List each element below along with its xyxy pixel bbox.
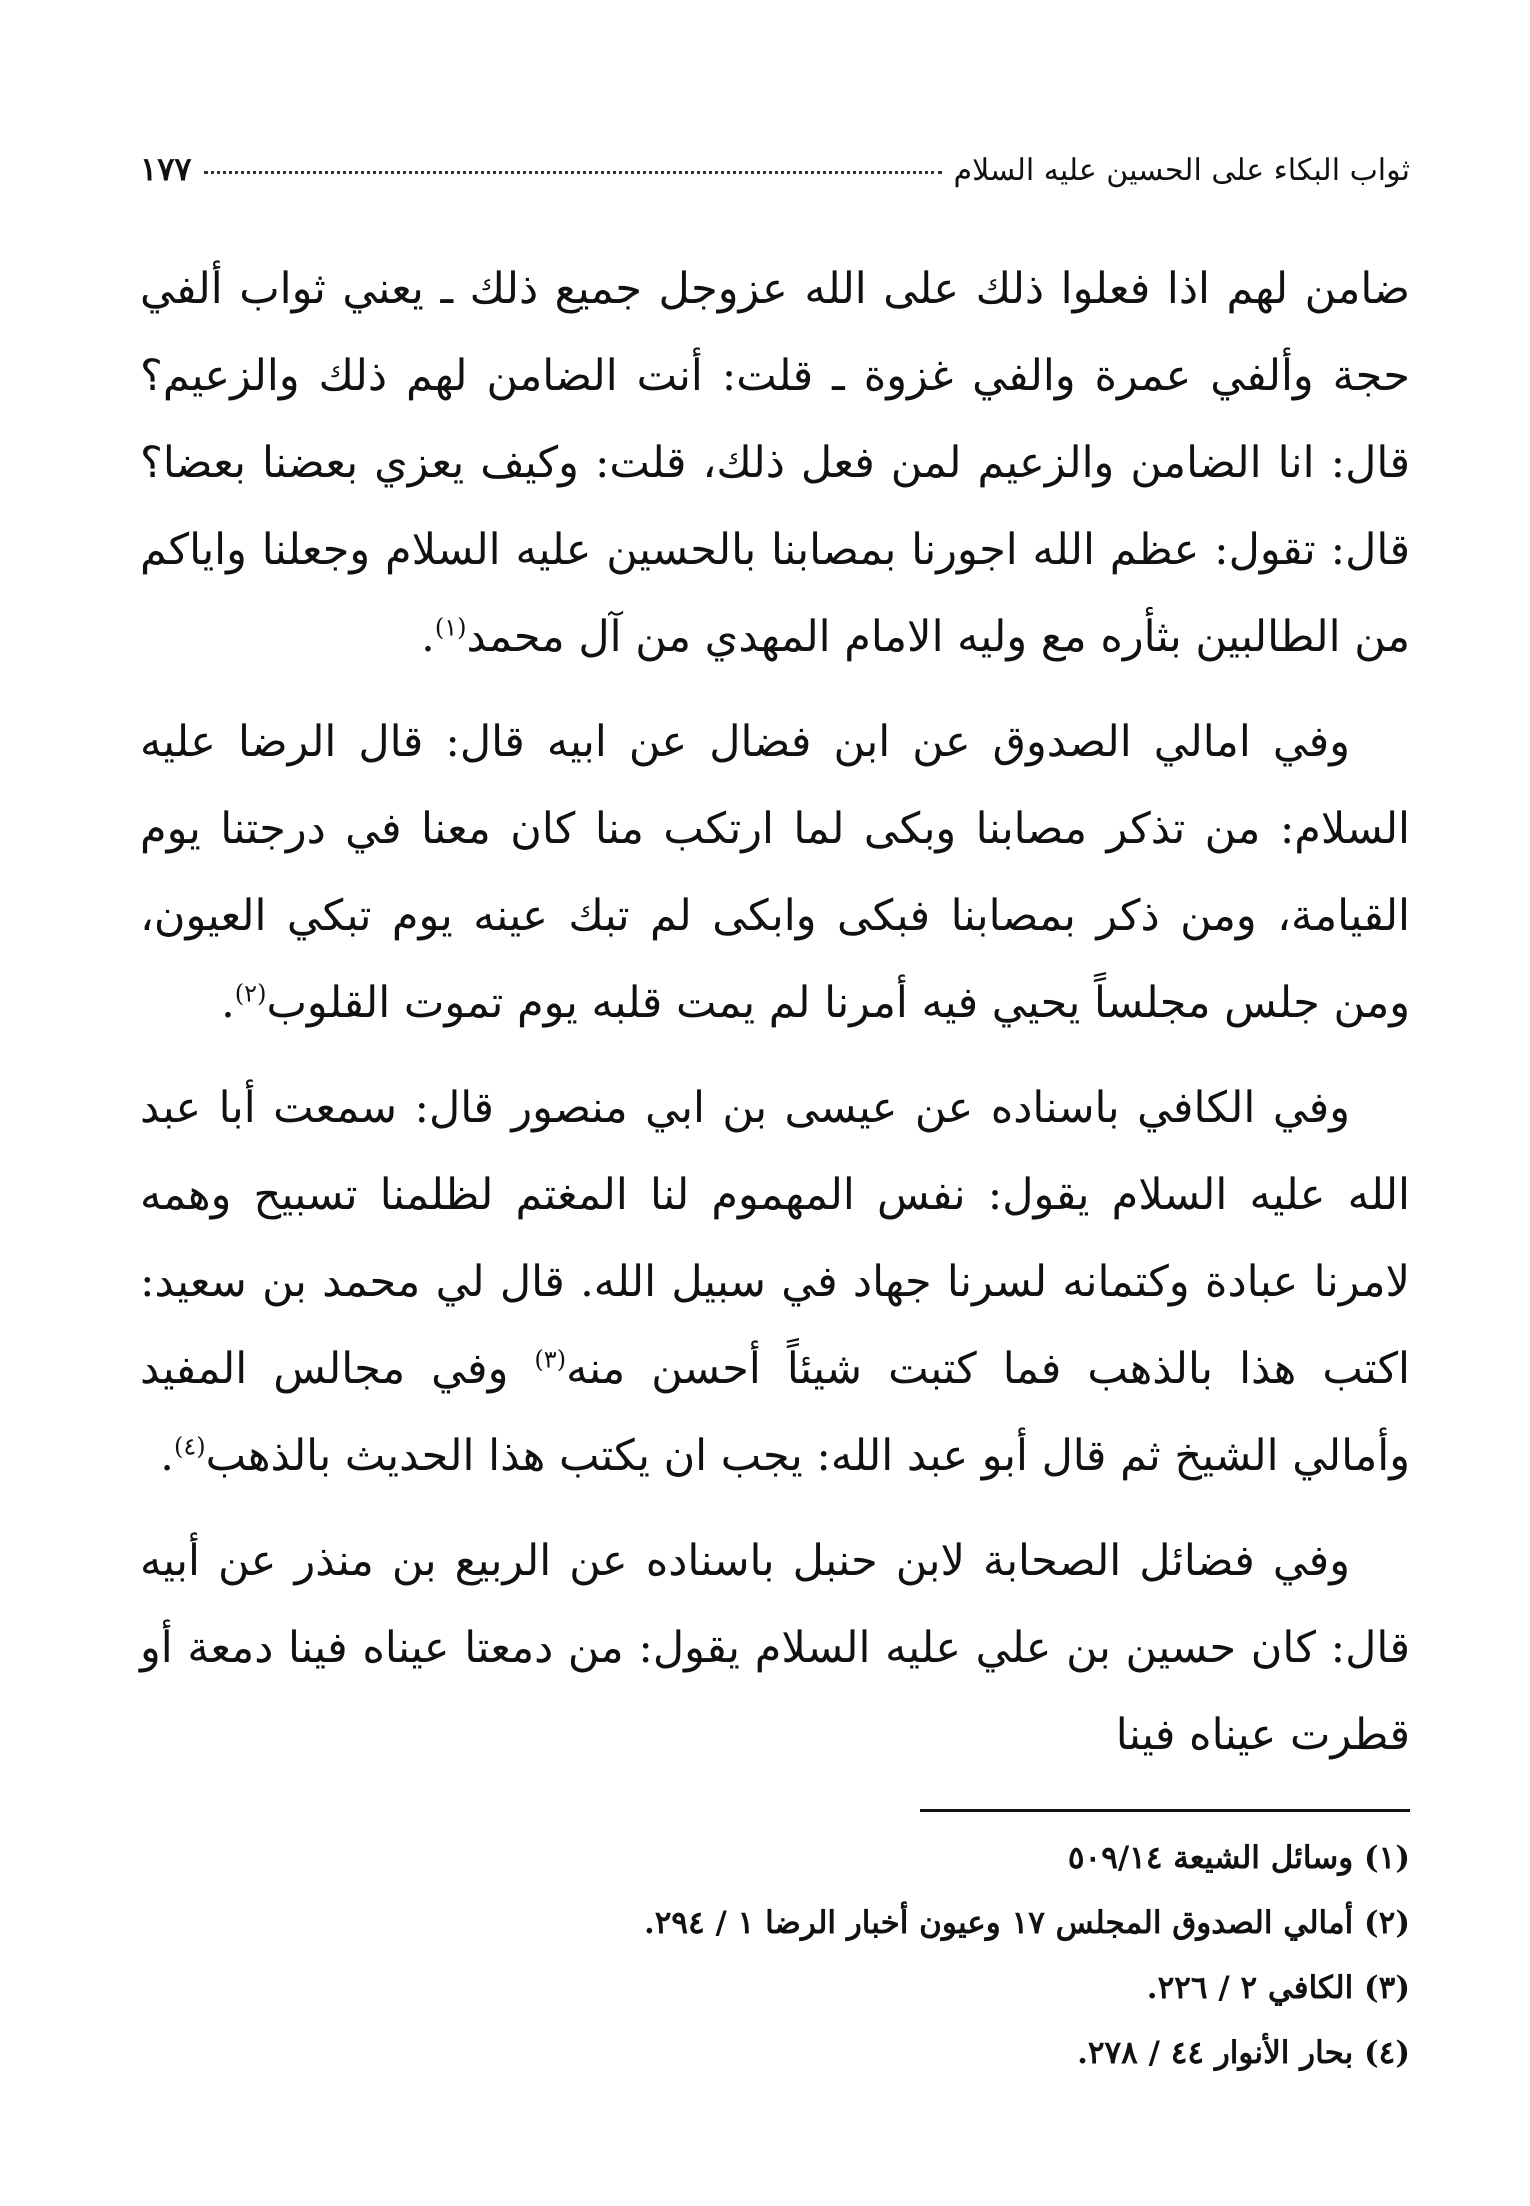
footnote-4: (٤) بحار الأنوار ٤٤ / ٢٧٨. — [1077, 2035, 1410, 2071]
footnote-separator — [920, 1809, 1410, 1812]
paragraph-end: . — [221, 978, 235, 1028]
running-header — [140, 150, 1410, 210]
footnote-marker: (١) — [434, 613, 467, 642]
footnote-1: (١) وسائل الشيعة ٥٠٩/١٤ — [1067, 1840, 1410, 1876]
paragraph-end: . — [160, 1431, 174, 1481]
dot-leader — [204, 171, 942, 174]
footnote-marker: (٤) — [173, 1432, 206, 1461]
paragraph-text: ضامن لهم اذا فعلوا ذلك على الله عزوجل جميع ذلك ـ يعني ثواب ألفي حجة وألفي عمرة والفي غزوة ـ قلت: أنت الضامن لهم ذلك والزعيم؟ قال: انا الضامن والزعيم لمن فعل ذلك، قلت: وكيف يعزي بعضنا بعضا؟ قال: تقول: عظم الله اجورنا بمصابنا بالحسين عليه السلام وجعلنا واياكم من الطالبين بثأره مع وليه الامام المهدي من آل محمد — [140, 264, 1410, 662]
footnote-marker: (٢) — [234, 979, 267, 1008]
paragraph-text: وفي فضائل الصحابة لابن حنبل باسناده عن الربيع بن منذر عن أبيه قال: كان حسين بن علي عليه السلام يقول: من دمعتا عيناه فينا دمعة أو قطرت عيناه فينا — [140, 1536, 1410, 1760]
paragraph-3 — [140, 1065, 1410, 1500]
paragraph-1 — [140, 246, 1410, 681]
paragraph-text-continued: وفي مجالس المفيد وأمالي الشيخ ثم قال أبو عبد الله: يجب ان يكتب هذا الحديث بالذهب — [140, 1344, 1410, 1481]
paragraph-text: وفي الكافي باسناده عن عيسى بن ابي منصور قال: سمعت أبا عبد الله عليه السلام يقول: نفس المهموم لنا المغتم لظلمنا تسبيح وهمه لامرنا عبادة وكتمانه لسرنا جهاد في سبيل الله. قال لي محمد بن سعيد: اكتب هذا بالذهب فما كتبت شيئاً أحسن منه — [140, 1083, 1410, 1394]
paragraph-end: . — [421, 612, 435, 662]
page-number: ١٧٧ — [140, 150, 192, 188]
book-page — [140, 150, 1410, 2140]
running-title: ثواب البكاء على الحسين عليه السلام — [953, 153, 1410, 188]
footnote-marker: (٣) — [534, 1345, 567, 1374]
footnotes — [140, 1826, 1410, 2086]
body-text — [140, 246, 1410, 1779]
paragraph-text: وفي امالي الصدوق عن ابن فضال عن ابيه قال: قال الرضا عليه السلام: من تذكر مصابنا وبكى لما ارتكب منا كان معنا في درجتنا يوم القيامة، ومن ذكر بمصابنا فبكى وابكى لم تبك عينه يوم تبكي العيون، ومن جلس مجلساً يحيي فيه أمرنا لم يمت قلبه يوم تموت القلوب — [140, 717, 1410, 1028]
paragraph-4 — [140, 1518, 1410, 1779]
footnote-2: (٢) أمالي الصدوق المجلس ١٧ وعيون أخبار الرضا ١ / ٢٩٤. — [643, 1905, 1410, 1941]
footnote-3: (٣) الكافي ٢ / ٢٢٦. — [1146, 1970, 1410, 2006]
paragraph-2 — [140, 699, 1410, 1047]
